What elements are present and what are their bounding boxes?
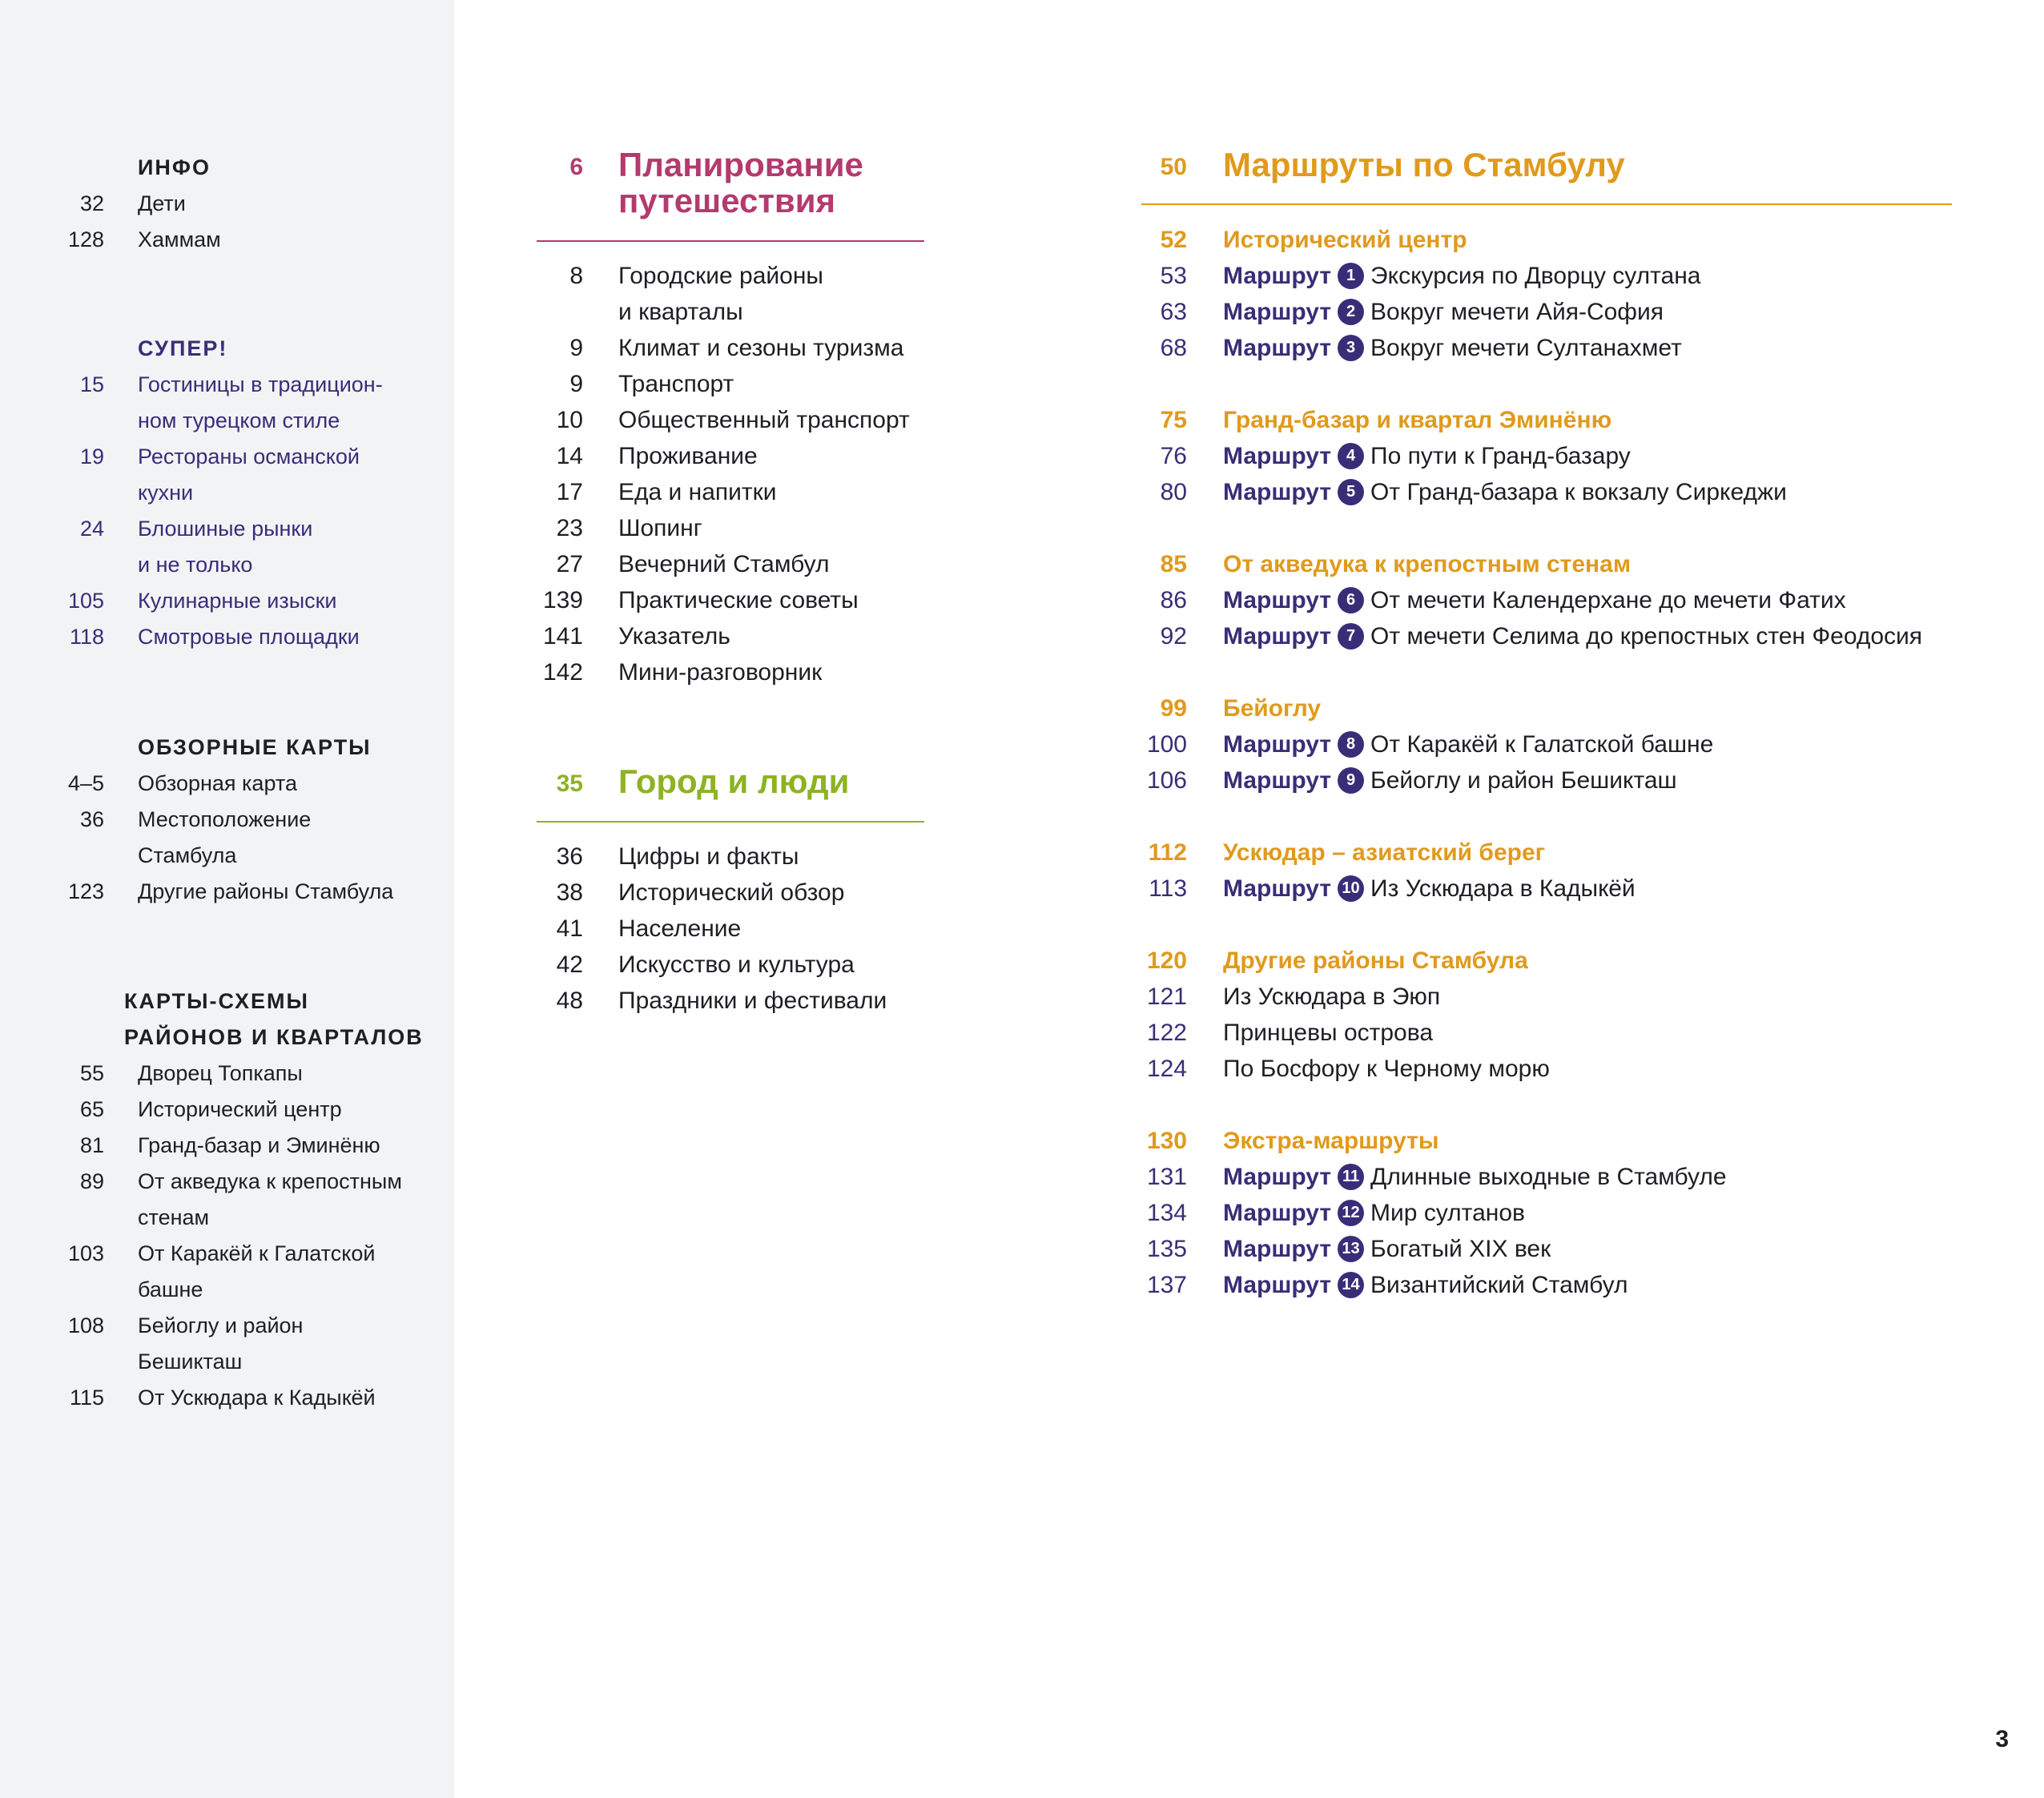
section-page-number: 6 bbox=[569, 154, 583, 180]
route-line bbox=[1223, 618, 1922, 654]
page-number-ref: 121 bbox=[1146, 983, 1187, 1010]
entry-title: По пути к Гранд-базару bbox=[1370, 443, 1631, 469]
route-line bbox=[1223, 1195, 1525, 1231]
section-divider bbox=[537, 240, 924, 242]
route-line bbox=[1223, 726, 1713, 762]
section-page-number: 35 bbox=[556, 770, 583, 797]
page-number-ref: 10 bbox=[556, 407, 583, 433]
page-number-ref: 131 bbox=[1146, 1164, 1187, 1190]
route-number-badge: 3 bbox=[1338, 335, 1364, 361]
entry-title: Блошиные рынки bbox=[138, 517, 313, 541]
page-number-ref: 113 bbox=[1149, 875, 1187, 902]
page-number-ref: 106 bbox=[1146, 767, 1187, 794]
entry-title: Хаммам bbox=[138, 227, 221, 251]
route-line bbox=[1223, 1051, 1550, 1087]
page-number-ref: 128 bbox=[67, 227, 104, 251]
page-number-ref: 36 bbox=[556, 843, 583, 870]
group-title: Ускюдар – азиатский берег bbox=[1223, 839, 1546, 866]
page-number-ref: 100 bbox=[1146, 731, 1187, 758]
entry-title: Вечерний Стамбул bbox=[618, 551, 830, 577]
entry-title: Цифры и факты bbox=[618, 843, 799, 870]
page-number-ref: 80 bbox=[1160, 479, 1187, 505]
page-number-ref: 17 bbox=[556, 479, 583, 505]
page-number-ref: 9 bbox=[569, 335, 583, 361]
page-number-ref: 36 bbox=[79, 807, 104, 831]
page-number-ref: 120 bbox=[1146, 947, 1187, 974]
entry-title: Рестораны османской bbox=[138, 444, 360, 469]
entry-title: Местоположение bbox=[138, 807, 312, 831]
route-number-badge: 7 bbox=[1338, 623, 1364, 650]
sidebar-panel bbox=[0, 0, 454, 1798]
entry-title: От Ускюдара к Кадыкёй bbox=[138, 1386, 376, 1410]
route-label: Маршрут bbox=[1223, 731, 1332, 758]
entry-title: Бешикташ bbox=[138, 1350, 243, 1374]
page-number-ref: 122 bbox=[1146, 1020, 1187, 1046]
page-number-ref: 105 bbox=[67, 589, 104, 613]
entry-title: стенам bbox=[138, 1205, 210, 1229]
sidebar-heading: КАРТЫ-СХЕМЫ bbox=[124, 989, 309, 1013]
entry-title: Проживание bbox=[618, 443, 758, 469]
entry-title: Вокруг мечети Айя-София bbox=[1370, 299, 1664, 325]
route-label: Маршрут bbox=[1223, 875, 1332, 902]
page-number-ref: 19 bbox=[79, 444, 104, 469]
group-title: Другие районы Стамбула bbox=[1223, 947, 1528, 974]
entry-title: Византийский Стамбул bbox=[1370, 1272, 1628, 1298]
route-label: Маршрут bbox=[1223, 767, 1332, 794]
entry-title: Длинные выходные в Стамбуле bbox=[1370, 1164, 1727, 1190]
page-number: 3 bbox=[1995, 1726, 2009, 1752]
page-number-ref: 14 bbox=[556, 443, 583, 469]
route-label: Маршрут bbox=[1223, 1236, 1332, 1262]
route-line bbox=[1223, 1267, 1628, 1303]
entry-title: Общественный транспорт bbox=[618, 407, 910, 433]
entry-title: Указатель bbox=[618, 623, 730, 650]
route-number-badge: 5 bbox=[1338, 479, 1364, 505]
section-title[interactable]: Планирование bbox=[618, 146, 863, 183]
page-number-ref: 55 bbox=[79, 1061, 104, 1085]
entry-title: От Гранд-базара к вокзалу Сиркеджи bbox=[1370, 479, 1787, 505]
page-number-ref: 81 bbox=[79, 1133, 104, 1157]
page-number-ref: 32 bbox=[79, 191, 104, 215]
route-label: Маршрут bbox=[1223, 479, 1332, 505]
entry-title: кухни bbox=[138, 481, 194, 505]
route-line bbox=[1223, 294, 1664, 330]
page-number-ref: 92 bbox=[1160, 623, 1187, 650]
page-number-ref: 53 bbox=[1160, 263, 1187, 289]
entry-title: Бейоглу и район Бешикташ bbox=[1370, 767, 1677, 794]
route-number-badge: 10 bbox=[1338, 875, 1364, 902]
sidebar-heading: СУПЕР! bbox=[138, 336, 228, 360]
entry-title: Из Ускюдара в Кадыкёй bbox=[1370, 875, 1636, 902]
page-number-ref: 4–5 bbox=[67, 771, 104, 795]
entry-title: Население bbox=[618, 915, 742, 942]
page-number-ref: 135 bbox=[1146, 1236, 1187, 1262]
page-number-ref: 142 bbox=[542, 659, 583, 686]
page-number-ref: 65 bbox=[79, 1097, 104, 1121]
entry-title: Гранд-базар и Эминёню bbox=[138, 1133, 380, 1157]
page-number-ref: 9 bbox=[569, 371, 583, 397]
page-number-ref: 134 bbox=[1146, 1200, 1187, 1226]
page-number-ref: 24 bbox=[79, 517, 104, 541]
entry-title: От Каракёй к Галатской bbox=[138, 1241, 376, 1265]
route-number-badge: 8 bbox=[1338, 731, 1364, 758]
entry-title: Мини-разговорник bbox=[618, 659, 823, 686]
route-number-badge: 6 bbox=[1338, 587, 1364, 613]
entry-title: От Каракёй к Галатской башне bbox=[1370, 731, 1714, 758]
page-number-ref: 112 bbox=[1148, 839, 1187, 866]
entry-title: Климат и сезоны туризма bbox=[618, 335, 904, 361]
page-number-ref: 41 bbox=[556, 915, 583, 942]
group-title: Исторический центр bbox=[1223, 227, 1467, 253]
entry-title: От мечети Селима до крепостных стен Феодосия bbox=[1370, 623, 1923, 650]
section-divider bbox=[1141, 203, 1952, 205]
route-line bbox=[1223, 582, 1846, 618]
group-title: Бейоглу bbox=[1223, 695, 1322, 722]
entry-title: Обзорная карта bbox=[138, 771, 297, 795]
route-line bbox=[1223, 1231, 1551, 1267]
route-number-badge: 11 bbox=[1338, 1164, 1364, 1190]
section-title[interactable]: Маршруты по Стамбулу bbox=[1223, 146, 1625, 183]
page-number-ref: 48 bbox=[556, 987, 583, 1014]
entry-title: Смотровые площадки bbox=[138, 625, 360, 649]
page-number-ref: 124 bbox=[1146, 1056, 1187, 1082]
entry-title: и кварталы bbox=[618, 299, 743, 325]
entry-title: Богатый XIX век bbox=[1370, 1236, 1551, 1262]
group-title: Гранд-базар и квартал Эминёню bbox=[1223, 407, 1612, 433]
route-line bbox=[1223, 330, 1682, 366]
route-number-badge: 12 bbox=[1338, 1200, 1364, 1226]
page-number-ref: 141 bbox=[542, 623, 583, 650]
section-page-number: 50 bbox=[1160, 154, 1187, 180]
page-number-ref: 68 bbox=[1160, 335, 1187, 361]
entry-title: Шопинг bbox=[618, 515, 702, 541]
route-label: Маршрут bbox=[1223, 1272, 1332, 1298]
entry-title: Другие районы Стамбула bbox=[138, 879, 394, 903]
sidebar-heading: ИНФО bbox=[138, 155, 211, 179]
entry-title: Гостиницы в традицион- bbox=[138, 372, 383, 396]
route-label: Маршрут bbox=[1223, 1164, 1332, 1190]
entry-title: Праздники и фестивали bbox=[618, 987, 887, 1014]
page-number-ref: 63 bbox=[1160, 299, 1187, 325]
page-number-ref: 139 bbox=[542, 587, 583, 613]
route-label: Маршрут bbox=[1223, 587, 1332, 613]
sidebar-heading: ОБЗОРНЫЕ КАРТЫ bbox=[138, 735, 372, 759]
entry-title: Исторический центр bbox=[138, 1097, 342, 1121]
route-line bbox=[1223, 871, 1636, 907]
route-line bbox=[1223, 474, 1787, 510]
page-number-ref: 8 bbox=[569, 263, 583, 289]
route-number-badge: 1 bbox=[1338, 263, 1364, 289]
route-number-badge: 14 bbox=[1338, 1272, 1364, 1298]
section-divider bbox=[537, 821, 924, 823]
page-number-ref: 115 bbox=[69, 1386, 104, 1410]
page-number-ref: 89 bbox=[79, 1169, 104, 1193]
entry-title: По Босфору к Черному морю bbox=[1223, 1056, 1550, 1082]
entry-title: башне bbox=[138, 1277, 203, 1301]
entry-title: Практические советы bbox=[618, 587, 859, 613]
route-line bbox=[1223, 979, 1440, 1015]
entry-title: Из Ускюдара в Эюп bbox=[1223, 983, 1441, 1010]
section-title[interactable]: путешествия bbox=[618, 182, 836, 219]
sidebar-heading: РАЙОНОВ И КВАРТАЛОВ bbox=[124, 1025, 424, 1049]
entry-title: Принцевы острова bbox=[1223, 1020, 1434, 1046]
page-number-ref: 118 bbox=[69, 625, 104, 649]
entry-title: и не только bbox=[138, 553, 253, 577]
route-number-badge: 2 bbox=[1338, 299, 1364, 325]
route-number-badge: 9 bbox=[1338, 767, 1364, 794]
route-line bbox=[1223, 258, 1700, 294]
route-line bbox=[1223, 438, 1631, 474]
entry-title: Городские районы bbox=[618, 263, 823, 289]
page-number-ref: 99 bbox=[1160, 695, 1187, 722]
page-number-ref: 103 bbox=[67, 1241, 104, 1265]
page-number-ref: 86 bbox=[1160, 587, 1187, 613]
page-number-ref: 23 bbox=[556, 515, 583, 541]
route-label: Маршрут bbox=[1223, 335, 1332, 361]
entry-title: Дети bbox=[138, 191, 186, 215]
entry-title: Вокруг мечети Султанахмет bbox=[1370, 335, 1682, 361]
route-number-badge: 4 bbox=[1338, 443, 1364, 469]
route-number-badge: 13 bbox=[1338, 1236, 1364, 1262]
page-number-ref: 137 bbox=[1146, 1272, 1187, 1298]
page-number-ref: 123 bbox=[67, 879, 104, 903]
entry-title: Еда и напитки bbox=[618, 479, 777, 505]
group-title: От акведука к крепостным стенам bbox=[1223, 551, 1632, 577]
route-label: Маршрут bbox=[1223, 263, 1332, 289]
entry-title: Стамбула bbox=[138, 843, 237, 867]
page-number-ref: 38 bbox=[556, 879, 583, 906]
page-number-ref: 42 bbox=[556, 951, 583, 978]
page-number-ref: 27 bbox=[556, 551, 583, 577]
entry-title: Бейоглу и район bbox=[138, 1313, 304, 1337]
route-label: Маршрут bbox=[1223, 623, 1332, 650]
route-line bbox=[1223, 762, 1677, 798]
entry-title: Кулинарные изыски bbox=[138, 589, 337, 613]
entry-title: От мечети Календерхане до мечети Фатих bbox=[1370, 587, 1846, 613]
page-number-ref: 85 bbox=[1160, 551, 1187, 577]
entry-title: От акведука к крепостным bbox=[138, 1169, 402, 1193]
page-number-ref: 15 bbox=[79, 372, 104, 396]
entry-title: Исторический обзор bbox=[618, 879, 845, 906]
entry-title: Мир султанов bbox=[1370, 1200, 1525, 1226]
route-label: Маршрут bbox=[1223, 299, 1332, 325]
route-line bbox=[1223, 1159, 1727, 1195]
entry-title: Искусство и культура bbox=[618, 951, 855, 978]
entry-title: Транспорт bbox=[618, 371, 734, 397]
entry-title: Дворец Топкапы bbox=[138, 1061, 303, 1085]
route-label: Маршрут bbox=[1223, 443, 1332, 469]
section-title[interactable]: Город и люди bbox=[618, 762, 850, 800]
page-number-ref: 108 bbox=[67, 1313, 104, 1337]
entry-title: Экскурсия по Дворцу султана bbox=[1370, 263, 1701, 289]
page-number-ref: 76 bbox=[1160, 443, 1187, 469]
page-number-ref: 75 bbox=[1160, 407, 1187, 433]
entry-title: ном турецком стиле bbox=[138, 408, 340, 432]
page-number-ref: 52 bbox=[1160, 227, 1187, 253]
group-title: Экстра-маршруты bbox=[1223, 1128, 1439, 1154]
route-label: Маршрут bbox=[1223, 1200, 1332, 1226]
page-number-ref: 130 bbox=[1146, 1128, 1187, 1154]
route-line bbox=[1223, 1015, 1433, 1051]
